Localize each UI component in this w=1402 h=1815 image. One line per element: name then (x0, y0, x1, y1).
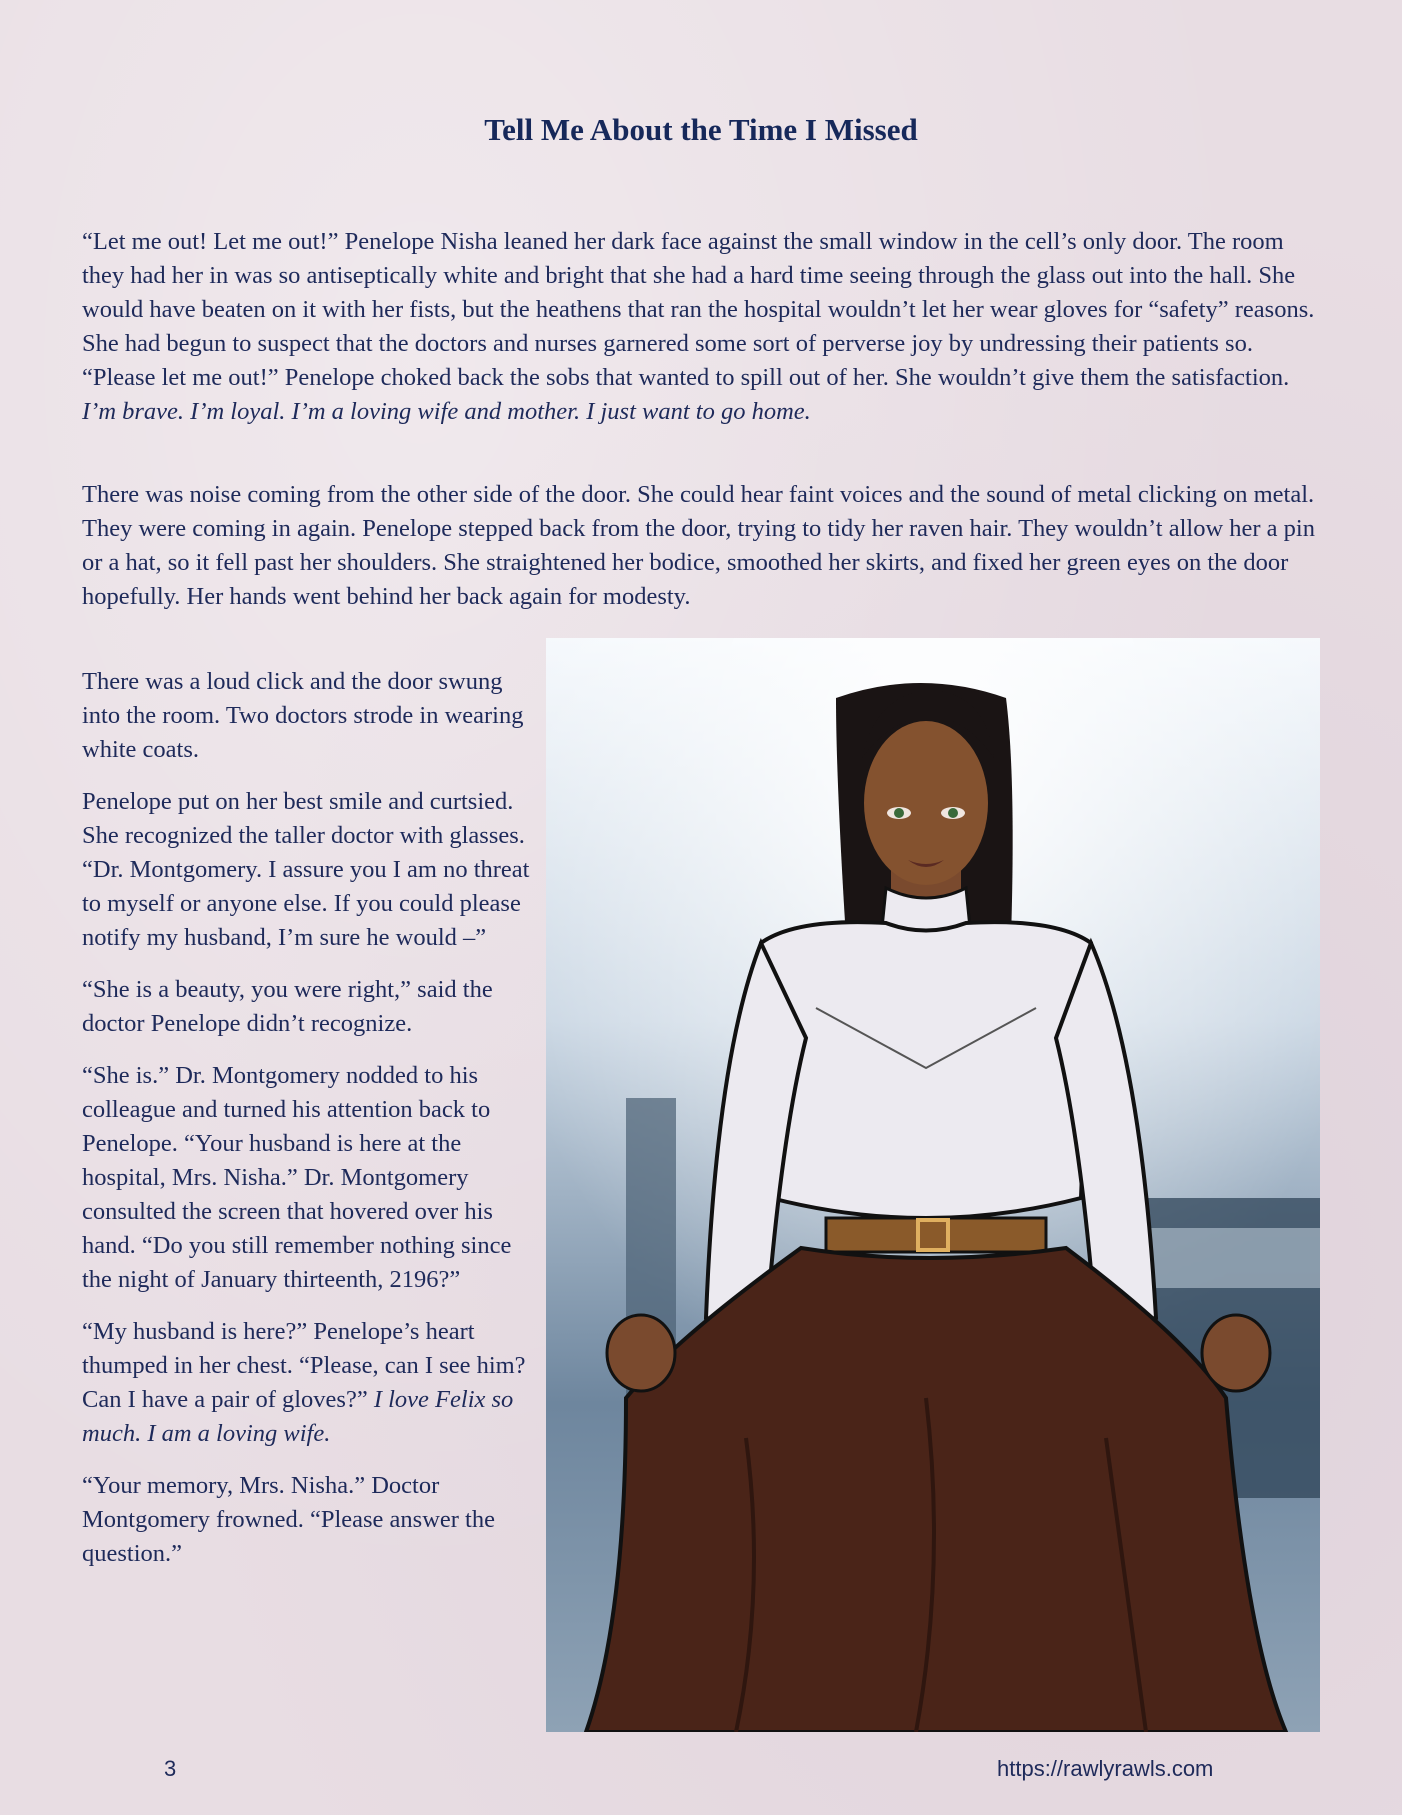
page-title: Tell Me About the Time I Missed (484, 112, 918, 147)
paragraph-1-thought: I’m brave. I’m loyal. I’m a loving wife and mother. I just want to go home. (82, 398, 811, 425)
paragraph-5: “She is a beauty, you were right,” said the doctor Penelope didn’t recognize. (82, 976, 493, 1037)
paragraph-2: There was noise coming from the other side of the door. She could hear faint voices and the sound of metal clicking on metal. They were coming in again. Penelope stepped back from the door, trying to tidy her raven hair. They wouldn’t allow her a pin or a hat, so it fell past her shoulders. She straightened her bodice, smoothed her skirts, and fixed her green eyes on the door hopefully. Her hands went behind her back again for modesty. (82, 481, 1315, 610)
page-number: 3 (164, 1756, 177, 1781)
paragraph-3: There was a loud click and the door swung into the room. Two doctors strode in wearing white coats. (82, 668, 524, 763)
woman-curtsy-illustration (546, 638, 1320, 1732)
paragraph-7-thought: I love Felix so much. I am a loving wife. (82, 1386, 514, 1447)
paragraph-7 (82, 1315, 532, 1451)
paragraph-1 (82, 225, 1322, 429)
paragraph-1-text: “Let me out! Let me out!” Penelope Nisha leaned her dark face against the small window in the cell’s only door. The room they had her in was so antiseptically white and bright that she had a hard time seeing through the glass out into the hall. She would have beaten on it with her fists, but the heathens that ran the hospital wouldn’t let her wear gloves for “safety” reasons. She had begun to suspect that the doctors and nurses garnered some sort of perverse joy by undressing their patients so. “Please let me out!” Penelope choked back the sobs that wanted to spill out of her. She wouldn’t give them the satisfaction. (82, 228, 1315, 391)
paragraph-4: Penelope put on her best smile and curtsied. She recognized the taller doctor with glasses. “Dr. Montgomery. I assure you I am no threat to myself or anyone else. If you could please notify my husband, I’m sure he would –” (82, 788, 530, 951)
paragraph-8: “Your memory, Mrs. Nisha.” Doctor Montgomery frowned. “Please answer the question.” (82, 1472, 495, 1567)
footer-url[interactable]: https://rawlyrawls.com (997, 1756, 1214, 1781)
left-column (82, 665, 532, 1589)
paragraph-7-text: “My husband is here?” Penelope’s heart thumped in her chest. “Please, can I see him? Can I have a pair of gloves?” (82, 1318, 526, 1413)
paragraph-6: “She is.” Dr. Montgomery nodded to his colleague and turned his attention back to Penelope. “Your husband is here at the hospital, Mrs. Nisha.” Dr. Montgomery consulted the screen that hovered over his hand. “Do you still remember nothing since the night of January thirteenth, 2196?” (82, 1062, 512, 1293)
